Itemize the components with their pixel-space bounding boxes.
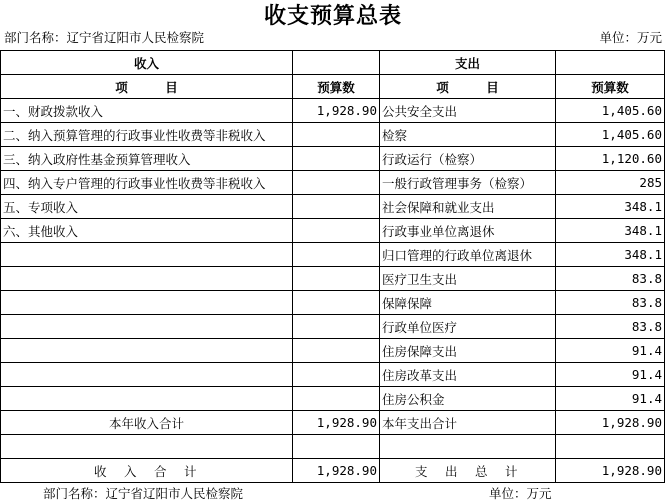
expense-item-cell: 医疗卫生支出: [380, 267, 556, 291]
expense-amount-cell: 348.1: [556, 219, 665, 243]
income-amount-cell: [293, 291, 380, 315]
table-row: [1, 387, 665, 411]
expense-amount-cell: 348.1: [556, 195, 665, 219]
income-amount-cell: [293, 195, 380, 219]
year-expense-total-label: 本年支出合计: [380, 411, 556, 435]
table-row: [1, 171, 665, 195]
expense-item-cell: 归口管理的行政单位离退休: [380, 243, 556, 267]
budget-table: [0, 50, 665, 483]
income-item-cell: [1, 291, 293, 315]
table-row: [1, 99, 665, 123]
expense-amount-cell: 1,120.60: [556, 147, 665, 171]
expense-amount-cell: 1,405.60: [556, 123, 665, 147]
section-header-row: [1, 51, 665, 75]
table-row: [1, 267, 665, 291]
department-name: 部门名称：辽宁省辽阳市人民检察院: [4, 30, 205, 45]
income-amount-cell: [293, 123, 380, 147]
income-item-cell: [1, 339, 293, 363]
expense-section-header: 支出: [380, 51, 556, 75]
blank-cell: [293, 435, 380, 459]
table-row: [1, 195, 665, 219]
income-amount-cell: [293, 171, 380, 195]
year-total-row: [1, 411, 665, 435]
table-row: [1, 339, 665, 363]
expense-amount-cell: 91.4: [556, 387, 665, 411]
income-item-cell: [1, 243, 293, 267]
expense-item-cell: 社会保障和就业支出: [380, 195, 556, 219]
expense-item-cell: 公共安全支出: [380, 99, 556, 123]
expense-item-cell: 住房改革支出: [380, 363, 556, 387]
expense-amount-cell: 91.4: [556, 363, 665, 387]
expense-item-cell: 行政单位医疗: [380, 315, 556, 339]
income-total-value: 1,928.90: [293, 459, 380, 483]
income-amount-cell: [293, 339, 380, 363]
expense-amount-cell: 1,405.60: [556, 99, 665, 123]
income-item-cell: 三、纳入政府性基金预算管理收入: [1, 147, 293, 171]
expense-amount-cell: 348.1: [556, 243, 665, 267]
expense-item-cell: 住房保障支出: [380, 339, 556, 363]
income-total-label: 收 入 合 计: [1, 459, 293, 483]
table-row: [1, 243, 665, 267]
blank-cell: [1, 435, 293, 459]
expense-item-cell: 行政运行（检察）: [380, 147, 556, 171]
income-item-cell: 六、其他收入: [1, 219, 293, 243]
table-row: [1, 291, 665, 315]
column-header-row: [1, 75, 665, 99]
income-item-cell: [1, 267, 293, 291]
blank-row: [1, 435, 665, 459]
income-amount-cell: [293, 243, 380, 267]
table-row: [1, 147, 665, 171]
unit-label: 单位：万元: [599, 30, 662, 45]
expense-item-cell: 检察: [380, 123, 556, 147]
expense-item-cell: 住房公积金: [380, 387, 556, 411]
income-item-cell: 五、专项收入: [1, 195, 293, 219]
expense-item-cell: 保障保障: [380, 291, 556, 315]
page-title: 收支预算总表: [263, 4, 402, 29]
income-item-cell: 四、纳入专户管理的行政事业性收费等非税收入: [1, 171, 293, 195]
income-amount-cell: [293, 219, 380, 243]
income-item-cell: 一、财政拨款收入: [1, 99, 293, 123]
income-section-header: 收入: [1, 51, 293, 75]
expense-amount-header: 预算数: [556, 75, 665, 99]
expense-item-header: 项 目: [380, 75, 556, 99]
blank-cell: [556, 435, 665, 459]
year-expense-total-value: 1,928.90: [556, 411, 665, 435]
income-item-cell: [1, 315, 293, 339]
expense-total-value: 1,928.90: [556, 459, 665, 483]
blank-cell: [556, 51, 665, 75]
expense-amount-cell: 285: [556, 171, 665, 195]
blank-cell: [293, 51, 380, 75]
income-amount-cell: 1,928.90: [293, 99, 380, 123]
year-income-total-label: 本年收入合计: [1, 411, 293, 435]
footer-department: 部门名称：辽宁省辽阳市人民检察院: [43, 486, 244, 501]
income-item-header: 项 目: [1, 75, 293, 99]
income-amount-cell: [293, 315, 380, 339]
income-amount-cell: [293, 363, 380, 387]
income-amount-cell: [293, 267, 380, 291]
grand-total-row: [1, 459, 665, 483]
table-row: [1, 363, 665, 387]
income-amount-cell: [293, 387, 380, 411]
footer-unit: 单位：万元: [489, 486, 552, 501]
expense-total-label: 支 出 总 计: [380, 459, 556, 483]
expense-item-cell: 行政事业单位离退休: [380, 219, 556, 243]
expense-item-cell: 一般行政管理事务（检察）: [380, 171, 556, 195]
expense-amount-cell: 83.8: [556, 315, 665, 339]
expense-amount-cell: 91.4: [556, 339, 665, 363]
income-item-cell: 二、纳入预算管理的行政事业性收费等非税收入: [1, 123, 293, 147]
income-amount-header: 预算数: [293, 75, 380, 99]
blank-cell: [380, 435, 556, 459]
income-amount-cell: [293, 147, 380, 171]
table-row: [1, 219, 665, 243]
expense-amount-cell: 83.8: [556, 267, 665, 291]
table-row: [1, 315, 665, 339]
income-item-cell: [1, 363, 293, 387]
income-item-cell: [1, 387, 293, 411]
table-row: [1, 123, 665, 147]
expense-amount-cell: 83.8: [556, 291, 665, 315]
year-income-total-value: 1,928.90: [293, 411, 380, 435]
